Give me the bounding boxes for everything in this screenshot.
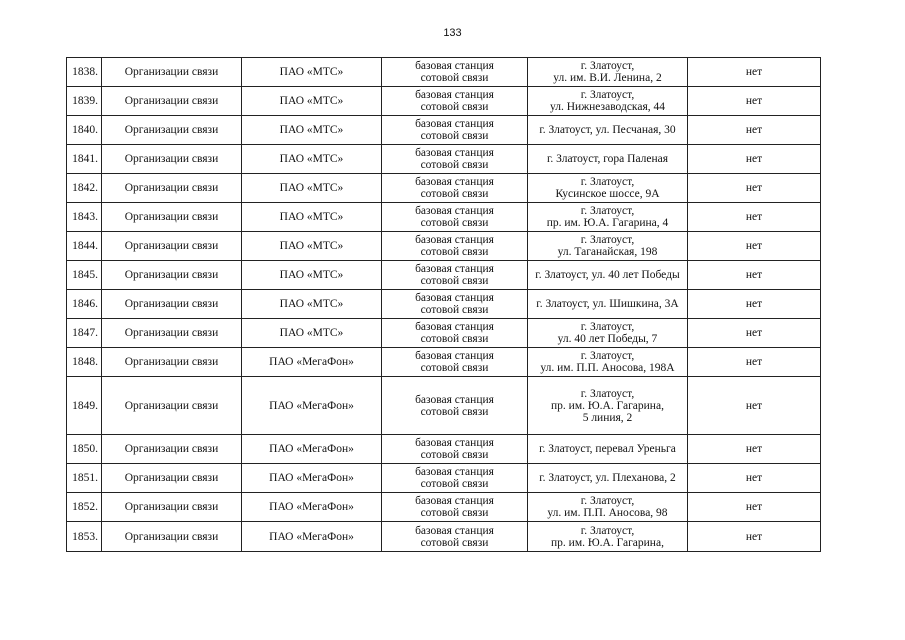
address-line: ул. им. П.П. Аносова, 98: [547, 507, 668, 519]
address-line: г. Златоуст,: [580, 387, 635, 400]
object-type-line: сотовой связи: [420, 101, 489, 113]
address-cell: [528, 203, 688, 232]
row-number-cell: 1845.: [67, 261, 102, 290]
status-cell: нет: [688, 58, 821, 87]
operator-cell: ПАО «МегаФон»: [242, 522, 382, 552]
address-cell: [528, 232, 688, 261]
address-cell: [528, 261, 688, 290]
row-number-cell: 1850.: [67, 435, 102, 464]
object-type-line: сотовой связи: [420, 159, 489, 171]
table-row: [67, 348, 821, 377]
object-type-line: базовая станция: [415, 234, 494, 246]
address-line: г. Златоуст,: [580, 495, 635, 507]
object-type-line: базовая станция: [415, 263, 494, 275]
category-cell: Организации связи: [102, 290, 242, 319]
object-type-cell: [382, 464, 528, 493]
address-line: г. Златоуст, перевал Уреньга: [539, 443, 676, 455]
row-number-cell: 1848.: [67, 348, 102, 377]
address-line: г. Златоуст,: [580, 524, 635, 537]
address-line: ул. 40 лет Победы, 7: [557, 333, 658, 345]
operator-cell: ПАО «МегаФон»: [242, 493, 382, 522]
category-cell: Организации связи: [102, 377, 242, 435]
row-number-cell: 1847.: [67, 319, 102, 348]
address-cell: [528, 493, 688, 522]
address-cell: [528, 464, 688, 493]
address-cell: [528, 116, 688, 145]
address-line: г. Златоуст, гора Паленая: [546, 153, 669, 165]
address-line: г. Златоуст,: [580, 350, 635, 362]
address-line: г. Златоуст,: [580, 89, 635, 101]
object-type-cell: [382, 522, 528, 552]
address-line: пр. им. Ю.А. Гагарина, 4: [546, 217, 669, 229]
address-line: ул. Нижнезаводская, 44: [550, 101, 665, 113]
object-type-line: сотовой связи: [420, 449, 489, 461]
object-type-line: сотовой связи: [420, 72, 489, 84]
table-row: [67, 493, 821, 522]
status-cell: нет: [688, 116, 821, 145]
category-cell: Организации связи: [102, 174, 242, 203]
address-cell: [528, 435, 688, 464]
table-row: [67, 87, 821, 116]
object-type-line: базовая станция: [415, 60, 494, 72]
row-number-cell: 1844.: [67, 232, 102, 261]
object-type-line: сотовой связи: [420, 333, 489, 345]
address-line: Кусинское шоссе, 9А: [555, 188, 660, 200]
row-number-cell: 1841.: [67, 145, 102, 174]
address-line: пр. им. Ю.А. Гагарина,: [551, 399, 664, 412]
object-type-line: базовая станция: [415, 292, 494, 304]
category-cell: Организации связи: [102, 261, 242, 290]
table-row: [67, 145, 821, 174]
table-row: [67, 174, 821, 203]
object-type-line: базовая станция: [415, 118, 494, 130]
operator-cell: ПАО «МегаФон»: [242, 464, 382, 493]
status-cell: нет: [688, 464, 821, 493]
category-cell: Организации связи: [102, 116, 242, 145]
object-type-line: сотовой связи: [420, 130, 489, 142]
address-line: г. Златоуст,: [580, 321, 635, 333]
address-line: г. Златоуст, ул. 40 лет Победы: [535, 269, 680, 281]
category-cell: Организации связи: [102, 348, 242, 377]
registry-table: [66, 57, 821, 552]
table-body: [67, 58, 821, 552]
category-cell: Организации связи: [102, 203, 242, 232]
operator-cell: ПАО «МТС»: [242, 290, 382, 319]
object-type-line: базовая станция: [415, 466, 494, 478]
object-type-line: сотовой связи: [420, 362, 489, 374]
category-cell: Организации связи: [102, 464, 242, 493]
object-type-cell: [382, 87, 528, 116]
address-line: г. Златоуст, ул. Песчаная, 30: [539, 124, 676, 136]
address-line: 5 линия, 2: [582, 411, 633, 424]
operator-cell: ПАО «МегаФон»: [242, 435, 382, 464]
page-number: 133: [443, 27, 462, 39]
object-type-cell: [382, 203, 528, 232]
operator-cell: ПАО «МегаФон»: [242, 348, 382, 377]
table-row: [67, 377, 821, 435]
object-type-cell: [382, 116, 528, 145]
category-cell: Организации связи: [102, 435, 242, 464]
row-number-cell: 1852.: [67, 493, 102, 522]
object-type-cell: [382, 232, 528, 261]
status-cell: нет: [688, 493, 821, 522]
category-cell: Организации связи: [102, 319, 242, 348]
category-cell: Организации связи: [102, 522, 242, 552]
row-number-cell: 1843.: [67, 203, 102, 232]
operator-cell: ПАО «МТС»: [242, 319, 382, 348]
table-row: [67, 522, 821, 552]
object-type-cell: [382, 174, 528, 203]
object-type-line: базовая станция: [415, 350, 494, 362]
object-type-line: базовая станция: [415, 437, 494, 449]
address-cell: [528, 290, 688, 319]
address-cell: [528, 319, 688, 348]
row-number-cell: 1840.: [67, 116, 102, 145]
operator-cell: ПАО «МТС»: [242, 145, 382, 174]
address-line: г. Златоуст,: [580, 60, 635, 72]
object-type-line: сотовой связи: [420, 405, 489, 418]
operator-cell: ПАО «МегаФон»: [242, 377, 382, 435]
address-cell: [528, 522, 688, 552]
address-cell: [528, 58, 688, 87]
object-type-cell: [382, 145, 528, 174]
category-cell: Организации связи: [102, 58, 242, 87]
category-cell: Организации связи: [102, 87, 242, 116]
object-type-line: сотовой связи: [420, 217, 489, 229]
object-type-cell: [382, 377, 528, 435]
status-cell: нет: [688, 319, 821, 348]
row-number-cell: 1842.: [67, 174, 102, 203]
operator-cell: ПАО «МТС»: [242, 116, 382, 145]
object-type-cell: [382, 435, 528, 464]
table-row: [67, 203, 821, 232]
object-type-line: сотовой связи: [420, 246, 489, 258]
status-cell: нет: [688, 232, 821, 261]
row-number-cell: 1839.: [67, 87, 102, 116]
object-type-line: сотовой связи: [420, 304, 489, 316]
object-type-cell: [382, 493, 528, 522]
row-number-cell: 1851.: [67, 464, 102, 493]
object-type-line: сотовой связи: [420, 275, 489, 287]
object-type-line: сотовой связи: [420, 507, 489, 519]
status-cell: нет: [688, 203, 821, 232]
address-line: г. Златоуст, ул. Плеханова, 2: [539, 472, 676, 484]
table-row: [67, 319, 821, 348]
object-type-line: базовая станция: [415, 147, 494, 159]
address-line: г. Златоуст,: [580, 234, 635, 246]
row-number-cell: 1838.: [67, 58, 102, 87]
operator-cell: ПАО «МТС»: [242, 58, 382, 87]
object-type-line: базовая станция: [415, 524, 494, 537]
table-row: [67, 58, 821, 87]
status-cell: нет: [688, 290, 821, 319]
object-type-line: базовая станция: [415, 321, 494, 333]
status-cell: нет: [688, 87, 821, 116]
address-line: г. Златоуст,: [580, 176, 635, 188]
object-type-line: базовая станция: [415, 393, 494, 406]
table-row: [67, 435, 821, 464]
object-type-cell: [382, 348, 528, 377]
address-cell: [528, 348, 688, 377]
status-cell: нет: [688, 348, 821, 377]
object-type-line: базовая станция: [415, 495, 494, 507]
object-type-cell: [382, 319, 528, 348]
operator-cell: ПАО «МТС»: [242, 87, 382, 116]
object-type-line: сотовой связи: [420, 536, 489, 549]
address-cell: [528, 377, 688, 435]
address-cell: [528, 145, 688, 174]
row-number-cell: 1853.: [67, 522, 102, 552]
operator-cell: ПАО «МТС»: [242, 232, 382, 261]
address-cell: [528, 174, 688, 203]
operator-cell: ПАО «МТС»: [242, 261, 382, 290]
table-row: [67, 290, 821, 319]
object-type-line: базовая станция: [415, 176, 494, 188]
address-line: г. Златоуст,: [580, 205, 635, 217]
object-type-cell: [382, 261, 528, 290]
address-line: г. Златоуст, ул. Шишкина, 3А: [536, 298, 679, 310]
category-cell: Организации связи: [102, 232, 242, 261]
category-cell: Организации связи: [102, 145, 242, 174]
address-line: ул. Таганайская, 198: [557, 246, 658, 258]
table-row: [67, 116, 821, 145]
operator-cell: ПАО «МТС»: [242, 174, 382, 203]
status-cell: нет: [688, 435, 821, 464]
address-line: ул. им. П.П. Аносова, 198А: [540, 362, 675, 374]
table-row: [67, 464, 821, 493]
object-type-line: базовая станция: [415, 205, 494, 217]
status-cell: нет: [688, 145, 821, 174]
row-number-cell: 1849.: [67, 377, 102, 435]
object-type-line: базовая станция: [415, 89, 494, 101]
status-cell: нет: [688, 174, 821, 203]
address-cell: [528, 87, 688, 116]
object-type-line: сотовой связи: [420, 188, 489, 200]
category-cell: Организации связи: [102, 493, 242, 522]
address-line: пр. им. Ю.А. Гагарина,: [551, 536, 664, 549]
table-row: [67, 232, 821, 261]
address-line: ул. им. В.И. Ленина, 2: [553, 72, 662, 84]
object-type-line: сотовой связи: [420, 478, 489, 490]
operator-cell: ПАО «МТС»: [242, 203, 382, 232]
object-type-cell: [382, 290, 528, 319]
status-cell: нет: [688, 261, 821, 290]
table-row: [67, 261, 821, 290]
status-cell: нет: [688, 522, 821, 552]
row-number-cell: 1846.: [67, 290, 102, 319]
status-cell: нет: [688, 377, 821, 435]
object-type-cell: [382, 58, 528, 87]
